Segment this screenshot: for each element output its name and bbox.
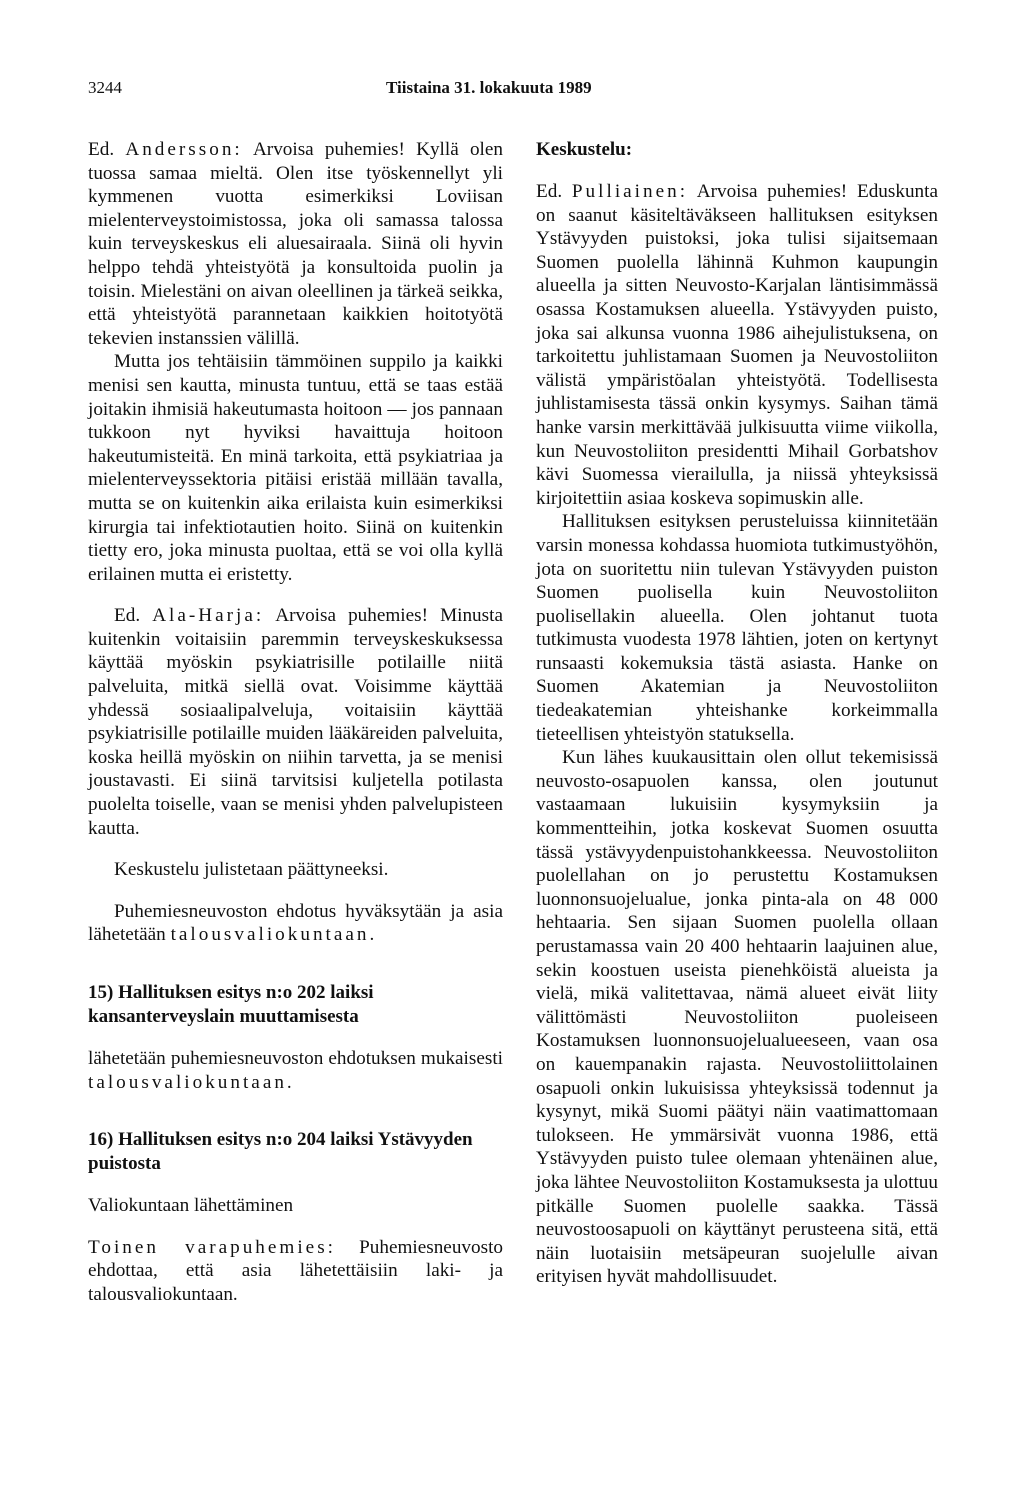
speech-text: Arvoisa puhemies! Minusta kuitenkin voitaisiin paremmin terveyskeskuksessa käyttää myöskin psykiatrisille potilaille niitä palveluita, mitkä siellä ovat. Voisimme käyttää yhdessä sosiaalipalveluja, voitaisiin käyttää psykiatrisille potilaille muiden lääkäreiden palveluita, koska heillä myöskin on niihin tarvetta, ja se menisi joustavasti. Ei siinä tarvitsisi kuljetella potilasta puolelta toiselle, vaan se menisi yhden palvelupisteen kautta. [88, 605, 503, 839]
page-header [88, 78, 688, 104]
page-number: 3244 [88, 78, 122, 97]
speech-pulliainen-para3: Kun lähes kuukausittain olen ollut tekemisissä neuvosto-osapuolen kanssa, olen joutunut vastaamaan lukuisiin kysymyksiin ja kommentteihin, jotka koskevat Suomen osuutta tässä ystävyydenpuistohankkeessa. Neuvostoliiton puolellahan on jo perustettu Kostamuksen luonnonsuojelualue, jonka pinta-ala on 48 000 hehtaaria. Sen sijaan Suomen puolella ollaan perustamassa vain 20 400 hehtaarin laajuinen alue, sekin koostuen useista pienehköistä alueista ja vielä, mikä valitettavaa, nämä alueet eivät liity välittömästi Neuvostoliiton puoleiseen Kostamuksen luonnonsuojelualueeseen, vaan osa on kauempanakin rajasta. Neuvostoliittolainen osapuoli onkin lukuisissa yhteyksissä todennut ja kysynyt, mikä Suomi päätyi näin vaatimattomaan tulokseen. He ymmärsivät vuonna 1986, että Ystävyyden puisto tulee olemaan yhtenäinen alue, joka lähtee Neuvostoliiton Kostamuksesta ja ulottuu pitkälle Suomen puolelle saakka. Tässä neuvostoosapuoli on käyttänyt perusteena sitä, että näin luotaisiin metsäpeuran suojelulle aivan erityisen hyvät mahdollisuudet. [536, 747, 938, 1288]
item-16-heading: 16) Hallituksen esitys n:o 204 laiksi Ystävyyden puistosta [88, 1129, 473, 1175]
debate-closed: Keskustelu julistetaan päättyneeksi. [114, 859, 389, 881]
speaker-name: Toinen varapuhemies: [88, 1236, 336, 1258]
item-16-body: Puhemiesneuvosto ehdottaa, että asia lähetettäisiin laki- ja talousvaliokuntaan. [88, 1236, 503, 1305]
speech-pulliainen [536, 180, 938, 510]
right-column [536, 138, 938, 1289]
item-16-text [88, 1236, 503, 1307]
speaker-name: Ala-Harja: [152, 605, 265, 627]
item-15-text [88, 1047, 503, 1094]
speech-ala-harja [88, 604, 503, 840]
committee-name: talousvaliokuntaan. [170, 924, 378, 946]
proposal-text [88, 900, 503, 947]
page-date: Tiistaina 31. lokakuuta 1989 [386, 78, 592, 97]
speech-text: Arvoisa puhemies! Kyllä olen tuossa samaa mieltä. Olen itse työskennellyt yli kymmenen vuotta esimerkiksi Loviisan mielenterveystoimistossa, joka oli samassa talossa kuin terveyskeskus eli aluesairaala. Siinä oli hyvin helppo tehdä yhteistyötä ja konsultoida puolin ja toisin. Mielestäni on aivan oleellinen ja tärkeä seikka, että yhteistyötä parannetaan kaikkien hoitotyötä tekevien instanssien välillä. [88, 139, 503, 349]
committee-name: talousvaliokuntaan. [88, 1071, 295, 1093]
left-column [88, 138, 503, 1307]
item-15-heading: 15) Hallituksen esitys n:o 202 laiksi kansanterveyslain muuttamisesta [88, 982, 374, 1027]
speech-text: Arvoisa puhemies! Eduskunta on saanut käsiteltäväkseen hallituksen esityksen Ystävyyden puistoksi, joka tulisi sijaitsemaan Suomen puolella lähinnä Kuhmon kaupungin alueella ja sitten Neuvosto-Karjalan läntisimmässä osassa Kostamuksen alueella. Ystävyyden puisto, joka sai alkunsa vuonna 1986 aihejulistuksena, on tarkoitettu juhlistamaan Suomen ja Neuvostoliiton välistä ympäristöalan yhteistyötä. Todellisesta juhlistamisesta tässä onkin kysymys. Saihan tämä hanke varsin merkittävää julkisuutta viime viikolla, kun Neuvostoliiton presidentti Mihail Gorbatshov kävi Suomessa vierailulla, ja niissä yhteyksissä kirjoitettiin asiaa koskeva sopimuskin alle. [536, 181, 938, 509]
speaker-name: Andersson: [125, 139, 243, 160]
speech-andersson [88, 138, 503, 350]
item-15-body: lähetetään puhemiesneuvoston ehdotuksen mukaisesti [88, 1048, 503, 1069]
speech-pulliainen-para2: Hallituksen esityksen perusteluissa kiinnitetään varsin monessa kohdassa huomiota tutkimustyöhön, jota on suoritettu niin tulevan Ystävyyden puiston Suomen puolisella kuin Neuvostoliiton puolisellakin alueella. Olen johtanut tuota tutkimusta vuodesta 1978 lähtien, joten on kertynyt runsaasti kokemuksia tästä asiasta. Hanke on Suomen Akatemian ja Neuvostoliiton tiedeakatemian yhteishanke korkeimmalla tieteellisen yhteistyön statuksella. [536, 511, 938, 745]
speech-andersson-para2: Mutta jos tehtäisiin tämmöinen suppilo ja kaikki menisi sen kautta, minusta tuntuu, että se taas estää joitakin ihmisiä hakeutumasta hoitoon — jos pannaan tukkoon nyt hyviksi havaittuja hoitoon hakeutumisteitä. En minä tarkoita, että psykiatriaa ja mielenterveyssektoria pitäisi eristää millään tavalla, mutta se on kuitenkin aika erilaista kuin esimerkiksi kirurgia tai infektiotautien hoito. Siinä on kuitenkin tietty ero, joka minusta puoltaa, että se voi olla kyllä erilainen mutta ei eristetty. [88, 351, 503, 585]
speech-prefix: Ed. [88, 139, 126, 160]
speaker-name: Pulliainen: [571, 181, 689, 202]
proposal-body: Puhemiesneuvoston ehdotus hyväksytään ja asia lähetetään [88, 900, 503, 946]
item-16-subheading: Valiokuntaan lähettäminen [88, 1195, 294, 1217]
discussion-label: Keskustelu: [536, 139, 633, 160]
speech-prefix: Ed. [536, 181, 572, 202]
speech-prefix: Ed. [114, 605, 153, 627]
